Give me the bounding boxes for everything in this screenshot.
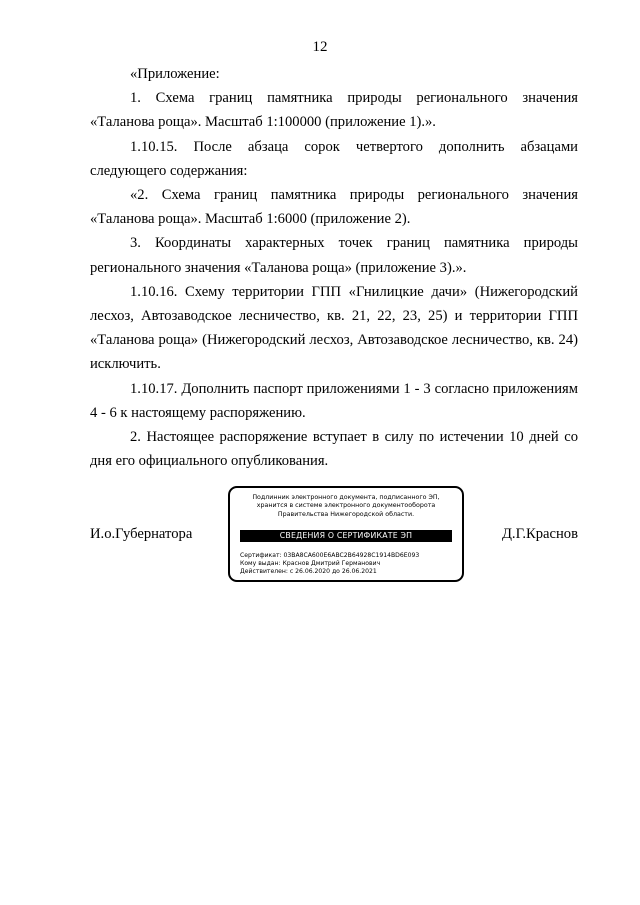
paragraph-item-1: 1. Схема границ памятника природы регионального значения «Таланова роща». Масштаб 1:100000 (приложение 1).». <box>90 90 578 131</box>
paragraph-1-10-17: 1.10.17. Дополнить паспорт приложениями 1 - 3 согласно приложениям 4 - 6 к настоящему распоряжению. <box>90 380 578 421</box>
paragraph-item-3: 3. Координаты характерных точек границ памятника природы регионального значения «Таланова роща» (приложение 3).». <box>90 235 578 276</box>
paragraph-item-2: «2. Схема границ памятника природы регионального значения «Таланова роща». Масштаб 1:6000 (приложение 2). <box>90 187 578 228</box>
page-number: 12 <box>312 39 328 55</box>
validity-row <box>240 568 419 576</box>
stamp-banner: СВЕДЕНИЯ О СЕРТИФИКАТЕ ЭП <box>240 530 452 542</box>
stamp-header-line: хранится в системе электронного документооборота <box>256 502 436 510</box>
signatory-title: И.о.Губернатора <box>90 526 193 542</box>
paragraph-2-effective-date: 2. Настоящее распоряжение вступает в силу по истечении 10 дней со дня его официального опубликования. <box>90 429 578 470</box>
stamp-header-line: Правительства Нижегородской области. <box>277 510 415 518</box>
paragraph-1-10-16: 1.10.16. Схему территории ГПП «Гнилицкие дачи» (Нижегородский лесхоз, Автозаводское лесничество, кв. 21, 22, 23, 25) и территории ГПП «Таланова роща» (Нижегородский лесхоз, Автозаводское лесничество, кв. 24) исключить. <box>90 283 578 373</box>
validity-value: с 26.06.2020 до 26.06.2021 <box>289 568 377 576</box>
paragraph-appendix-heading: «Приложение: <box>130 66 220 82</box>
paragraph-1-10-15: 1.10.15. После абзаца сорок четвертого дополнить абзацами следующего содержания: <box>90 138 578 179</box>
signature-block <box>90 486 578 586</box>
document-body <box>90 62 578 473</box>
e-signature-stamp <box>228 486 464 582</box>
stamp-details <box>240 552 419 577</box>
certificate-value: 03BA8CA600E6ABC2B64928C1914BD6E093 <box>283 552 420 559</box>
stamp-header <box>230 494 462 519</box>
signatory-name: Д.Г.Краснов <box>501 526 578 542</box>
certificate-row <box>240 552 419 560</box>
validity-label: Действителен: <box>240 568 288 576</box>
issued-to-label: Кому выдан: <box>240 560 281 568</box>
issued-to-value: Краснов Дмитрий Германович <box>282 560 381 568</box>
stamp-header-line: Подлинник электронного документа, подписанного ЭП, <box>252 494 440 501</box>
certificate-label: Сертификат: <box>240 552 282 559</box>
